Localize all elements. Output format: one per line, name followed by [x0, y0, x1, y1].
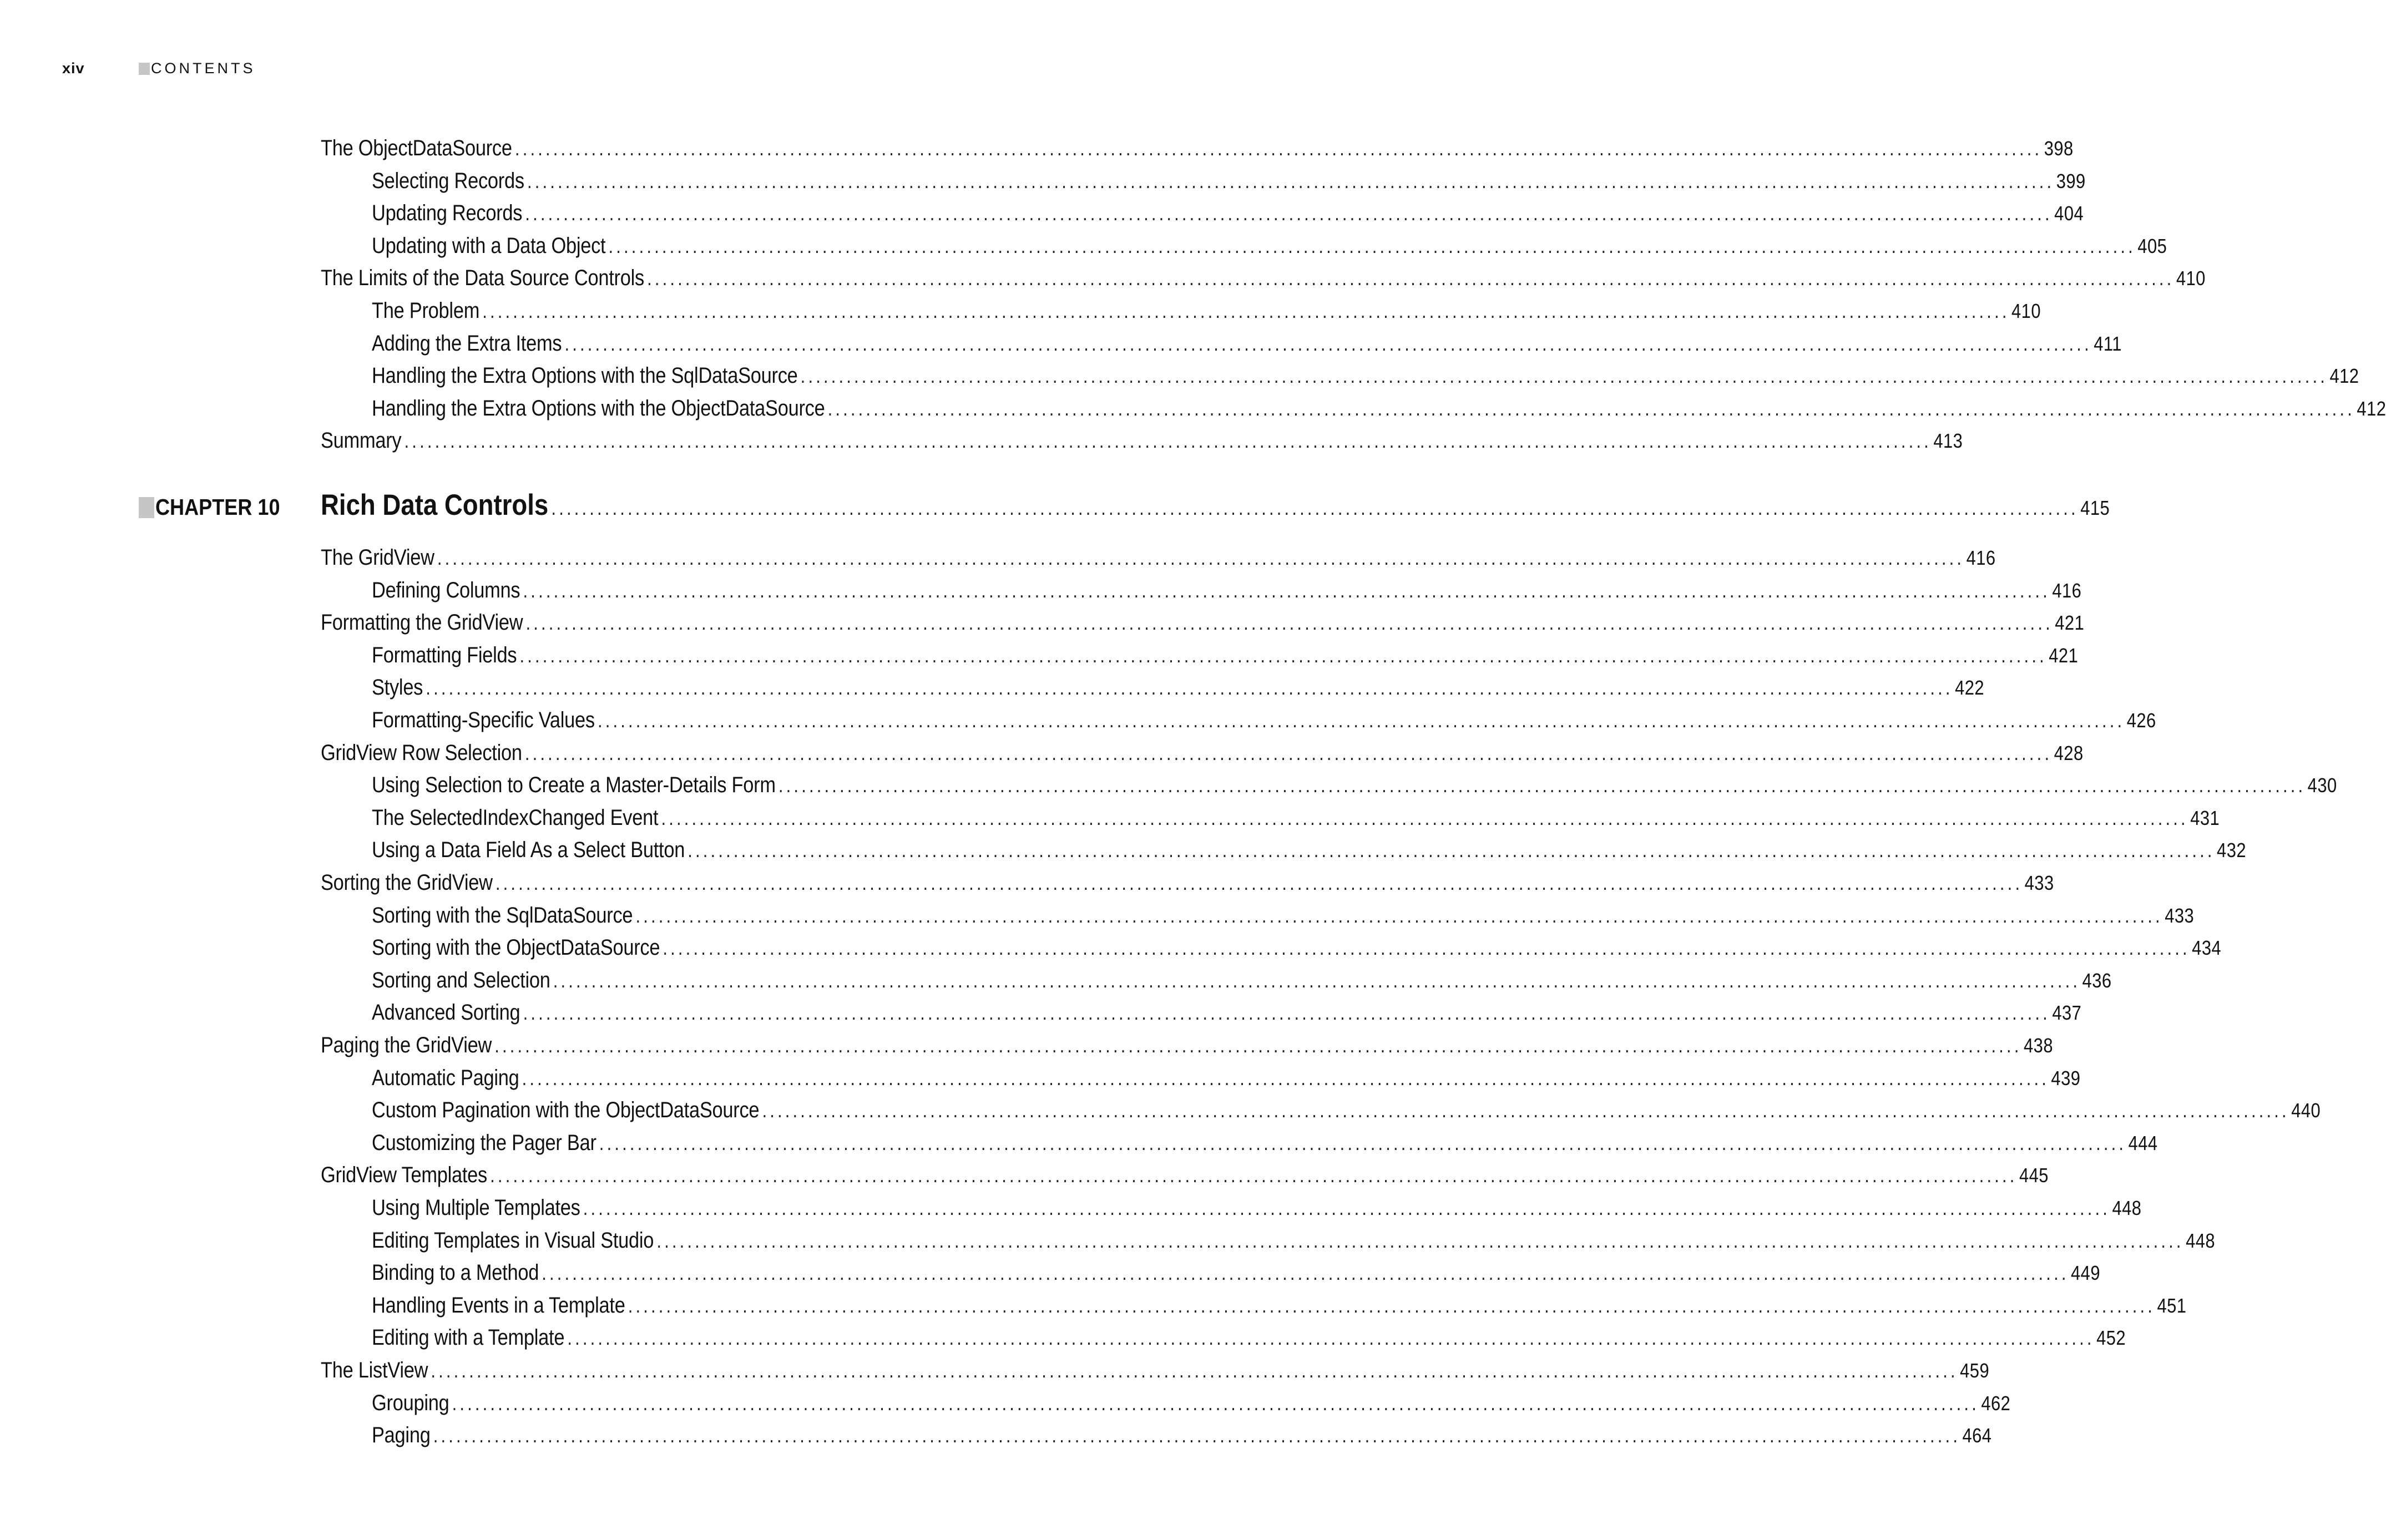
toc-entry-page: 459: [1960, 1359, 1990, 1382]
toc-entry-page: 438: [2024, 1034, 2053, 1057]
dot-leader: ........................................................................................................................................................................................................: [599, 1131, 2127, 1154]
chapter-heading-entry[interactable]: [321, 488, 2110, 522]
dot-leader: ........................................................................................................................................................................................................: [567, 1326, 2095, 1350]
toc-entry-title: Styles: [372, 675, 423, 700]
toc-entry-title: Sorting and Selection: [372, 967, 550, 992]
dot-leader: ........................................................................................................................................................................................................: [661, 806, 2188, 829]
toc-entry-page: 428: [2054, 741, 2084, 764]
toc-entry[interactable]: [372, 967, 2112, 993]
toc-entry-title: Using Multiple Templates: [372, 1195, 580, 1220]
toc-entry[interactable]: [372, 642, 2079, 668]
toc-entry[interactable]: [372, 298, 2041, 323]
toc-entry-page: 399: [2056, 169, 2086, 192]
toc-entry-title: Formatting Fields: [372, 642, 517, 667]
toc-entry-page: 432: [2217, 839, 2246, 862]
toc-entry[interactable]: [372, 233, 2167, 259]
toc-entry-page: 398: [2044, 137, 2074, 160]
toc-entry-title: Customizing the Pager Bar: [372, 1130, 596, 1155]
dot-leader: ........................................................................................................................................................................................................: [527, 169, 2055, 192]
toc-entry-page: 440: [2291, 1099, 2321, 1122]
toc-entry-page: 416: [2052, 579, 2082, 602]
toc-entry-title: Formatting-Specific Values: [372, 708, 595, 732]
toc-entry-title: Handling the Extra Options with the ObjectDataSource: [372, 396, 825, 421]
toc-entry[interactable]: [372, 773, 2337, 798]
dot-leader: ........................................................................................................................................................................................................: [523, 579, 2050, 602]
toc-entry[interactable]: [372, 578, 2082, 603]
dot-leader: ........................................................................................................................................................................................................: [688, 839, 2215, 862]
dot-leader: ........................................................................................................................................................................................................: [524, 741, 2053, 764]
toc-entry[interactable]: [372, 1293, 2187, 1318]
dot-leader: ........................................................................................................................................................................................................: [433, 1424, 1961, 1447]
dot-leader: ........................................................................................................................................................................................................: [635, 904, 2163, 927]
dot-leader: ........................................................................................................................................................................................................: [608, 234, 2136, 257]
dot-leader: ........................................................................................................................................................................................................: [522, 1066, 2049, 1090]
dot-leader: ........................................................................................................................................................................................................: [490, 1164, 2018, 1187]
toc-entry[interactable]: [372, 1130, 2158, 1156]
dot-leader: ........................................................................................................................................................................................................: [597, 709, 2125, 732]
dot-leader: ........................................................................................................................................................................................................: [431, 1359, 1958, 1382]
toc-entry[interactable]: [372, 363, 2359, 388]
toc-entry[interactable]: [372, 675, 1985, 700]
dot-leader: ........................................................................................................................................................................................................: [525, 202, 2053, 225]
toc-entry-title: Advanced Sorting: [372, 1000, 520, 1025]
toc-entry-title: Paging: [372, 1423, 431, 1448]
toc-entry[interactable]: [372, 168, 2086, 194]
toc-entry[interactable]: [372, 1390, 2011, 1416]
toc-entry-page: 412: [2357, 397, 2386, 420]
toc-entry[interactable]: [372, 1260, 2100, 1285]
toc-entry-title: Defining Columns: [372, 578, 520, 602]
toc-entry-title: Adding the Extra Items: [372, 331, 562, 356]
dot-leader: ........................................................................................................................................................................................................: [628, 1294, 2156, 1317]
dot-leader: ........................................................................................................................................................................................................: [542, 1262, 2069, 1285]
toc-entry-page: 426: [2126, 709, 2156, 732]
toc-entry[interactable]: [372, 1065, 2081, 1091]
toc-entry-title: Handling Events in a Template: [372, 1293, 625, 1318]
toc-entry-title: Updating with a Data Object: [372, 233, 606, 258]
dot-leader: ........................................................................................................................................................................................................: [523, 1001, 2050, 1025]
chapter-page-number: 415: [2080, 497, 2110, 519]
toc-entry[interactable]: [372, 331, 2122, 356]
toc-entry-title: The ListView: [321, 1358, 428, 1382]
dot-leader: ........................................................................................................................................................................................................: [553, 969, 2081, 992]
toc-entry-page: 452: [2096, 1326, 2126, 1350]
toc-entry-title: Formatting the GridView: [321, 610, 523, 635]
dot-leader: ........................................................................................................................................................................................................: [404, 429, 1932, 453]
toc-entry-title: GridView Row Selection: [321, 740, 522, 765]
dot-leader: ........................................................................................................................................................................................................: [656, 1229, 2184, 1252]
toc-entry-page: 421: [2055, 611, 2085, 635]
toc-entry[interactable]: [372, 935, 2222, 960]
dot-leader: ........................................................................................................................................................................................................: [827, 397, 2355, 420]
toc-entry-title: Editing with a Template: [372, 1325, 565, 1350]
toc-entry-title: Editing Templates in Visual Studio: [372, 1228, 654, 1253]
toc-entry[interactable]: [321, 610, 2085, 635]
toc-entry-title: Selecting Records: [372, 168, 524, 193]
toc-entry[interactable]: [321, 1358, 1990, 1383]
toc-entry-title: Handling the Extra Options with the SqlDataSource: [372, 363, 798, 388]
chapter-label-text: CHAPTER 10: [155, 494, 280, 520]
toc-entry-title: Grouping: [372, 1390, 449, 1415]
chapter-title: Rich Data Controls: [321, 489, 549, 521]
chapter-label: [139, 494, 297, 520]
chapter-marker-icon: [139, 497, 154, 518]
section-marker-icon: [139, 63, 150, 75]
dot-leader: ........................................................................................................................................................................................................: [494, 1034, 2022, 1057]
toc-entry-page: 416: [1966, 546, 1996, 569]
toc-entry-page: 422: [1955, 676, 1985, 700]
toc-entry-page: 410: [2011, 300, 2041, 322]
toc-entry-page: 433: [2024, 872, 2054, 894]
toc-entry[interactable]: [372, 1195, 2142, 1220]
toc-entry-title: Using a Data Field As a Select Button: [372, 838, 685, 863]
dot-leader: ........................................................................................................................................................................................................: [663, 936, 2190, 960]
toc-entry-title: The Limits of the Data Source Controls: [321, 266, 644, 291]
toc-entry-page: 436: [2082, 969, 2112, 992]
toc-entry-page: 448: [2112, 1197, 2142, 1219]
toc-entry-title: Using Selection to Create a Master-Details Form: [372, 773, 776, 798]
dot-leader: ........................................................................................................................................................................................................: [452, 1391, 1979, 1415]
toc-entry[interactable]: [372, 1098, 2321, 1123]
toc-entry-title: Sorting with the SqlDataSource: [372, 903, 633, 928]
toc-entry-title: The SelectedIndexChanged Event: [372, 805, 659, 830]
toc-entry-page: 448: [2186, 1229, 2216, 1252]
toc-entry[interactable]: [321, 1033, 2053, 1058]
toc-entry-page: 411: [2094, 332, 2122, 355]
toc-entry-title: Sorting the GridView: [321, 870, 493, 895]
toc-entry[interactable]: [321, 428, 1963, 453]
toc-entry-page: 430: [2307, 774, 2337, 797]
toc-entry[interactable]: [321, 136, 2074, 161]
dot-leader: ........................................................................................................................................................................................................: [495, 872, 2023, 894]
dot-leader: ........................................................................................................................................................................................................: [778, 774, 2306, 797]
toc-entry[interactable]: [321, 266, 2206, 291]
toc-entry-title: The GridView: [321, 545, 434, 570]
toc-entry-page: 449: [2071, 1262, 2100, 1285]
running-head-text: CONTENTS: [151, 60, 256, 77]
toc-entry-page: 405: [2137, 234, 2167, 257]
toc-entry[interactable]: [321, 870, 2054, 895]
running-head: [139, 60, 256, 77]
dot-leader: ........................................................................................................................................................................................................: [514, 137, 2043, 160]
toc-entry-title: Summary: [321, 428, 402, 453]
dot-leader: ........................................................................................................................................................................................................: [800, 364, 2328, 388]
dot-leader: ........................................................................................................................................................................................................: [564, 332, 2092, 355]
toc-entry-page: 462: [1981, 1391, 2011, 1415]
toc-entry[interactable]: [372, 708, 2156, 733]
toc-entry-page: 445: [2019, 1164, 2049, 1187]
dot-leader: ........................................................................................................................................................................................................: [583, 1197, 2111, 1219]
toc-entry-page: 431: [2190, 806, 2220, 829]
toc-entry[interactable]: [372, 903, 2195, 928]
toc-entry-title: The ObjectDataSource: [321, 136, 512, 160]
dot-leader: ........................................................................................................................................................................................................: [426, 676, 1953, 700]
toc-entry-page: 464: [1962, 1424, 1992, 1447]
dot-leader: ........................................................................................................................................................................................................: [525, 611, 2053, 635]
toc-entry-title: Custom Pagination with the ObjectDataSource: [372, 1098, 760, 1123]
toc-entry[interactable]: [372, 396, 2386, 421]
toc-entry-page: 451: [2157, 1294, 2187, 1317]
toc-entry[interactable]: [321, 545, 1996, 570]
toc-entry-page: 412: [2329, 364, 2359, 388]
toc-entry[interactable]: [372, 1000, 2082, 1025]
toc-entry[interactable]: [321, 740, 2084, 766]
toc-entry-title: Paging the GridView: [321, 1033, 492, 1057]
toc-entry[interactable]: [372, 838, 2246, 863]
dot-leader: ........................................................................................................................................................................................................: [647, 267, 2175, 290]
toc-entry[interactable]: [321, 1163, 2049, 1188]
toc-entry-title: The Problem: [372, 298, 480, 323]
dot-leader: ........................................................................................................................................................................................................: [482, 300, 2010, 322]
toc-entry[interactable]: [372, 1423, 1992, 1448]
toc-entry-page: 404: [2054, 202, 2084, 225]
toc-entry-page: 413: [1933, 429, 1963, 453]
dot-leader: ........................................................................................................................................................................................................: [551, 497, 2079, 519]
toc-entry-title: Automatic Paging: [372, 1065, 519, 1090]
dot-leader: ........................................................................................................................................................................................................: [519, 644, 2047, 667]
dot-leader: ........................................................................................................................................................................................................: [437, 546, 1965, 569]
toc-entry-title: Binding to a Method: [372, 1260, 539, 1285]
toc-entry-title: Updating Records: [372, 201, 523, 226]
toc-entry-title: Sorting with the ObjectDataSource: [372, 935, 660, 960]
toc-entry[interactable]: [372, 805, 2220, 830]
dot-leader: ........................................................................................................................................................................................................: [762, 1099, 2289, 1122]
toc-entry-page: 421: [2049, 644, 2079, 667]
toc-entry[interactable]: [372, 1228, 2216, 1253]
toc-entry-page: 439: [2051, 1066, 2081, 1090]
toc-entry-page: 444: [2128, 1131, 2158, 1154]
toc-entry[interactable]: [372, 1325, 2126, 1350]
toc-entry-title: GridView Templates: [321, 1163, 488, 1188]
toc-entry-page: 433: [2165, 904, 2195, 927]
toc-entry[interactable]: [372, 201, 2084, 226]
page-number: xiv: [62, 60, 85, 77]
toc-entry-page: 434: [2192, 936, 2222, 960]
toc-entry-page: 437: [2052, 1001, 2082, 1025]
toc-entry-page: 410: [2176, 267, 2206, 290]
